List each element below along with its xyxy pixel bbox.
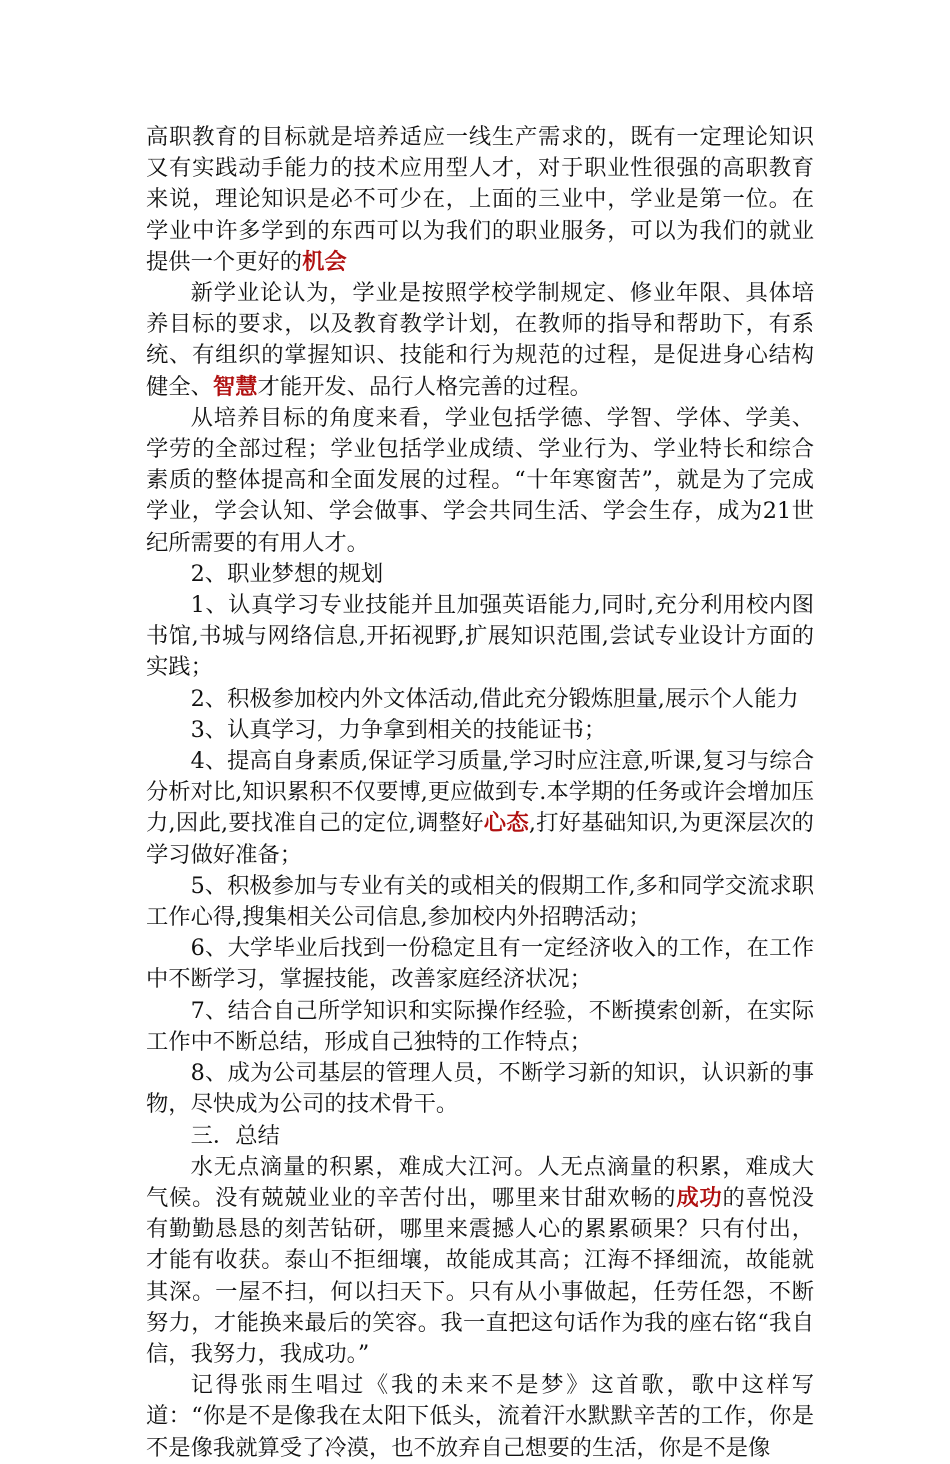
text-segment: 6、大学毕业后找到一份稳定且有一定经济收入的工作，在工作中不断学习，掌握技能，改善家庭经济状况； <box>146 935 814 993</box>
text-segment: 三．总结 <box>190 1122 280 1149</box>
paragraph <box>146 746 814 871</box>
paragraph <box>146 278 814 403</box>
paragraph <box>146 996 814 1058</box>
text-segment: 8、成为公司基层的管理人员，不断学习新的知识，认识新的事物，尽快成为公司的技术骨干。 <box>146 1060 814 1118</box>
text-segment: 4、提高自身素质,保证学习质量,学习时应注意,听课,复习与综合分析对比,知识累积不仅要博,更应做到专.本学期的任务或许会增加压力,因此,要找准自己的定位,调整好 <box>146 748 814 837</box>
paragraph <box>146 715 814 746</box>
paragraph <box>146 871 814 933</box>
text-segment: 2、职业梦想的规划 <box>190 560 384 587</box>
text-segment: 高职教育的目标就是培养适应一线生产需求的，既有一定理论知识又有实践动手能力的技术应用型人才，对于职业性很强的高职教育来说，理论知识是必不可少在，上面的三业中，学业是第一位。在学业中许多学到的东西可以为我们的职业服务，可以为我们的就业提供一个更好的 <box>146 124 814 275</box>
text-segment: 1、认真学习专业技能并且加强英语能力,同时,充分利用校内图书馆,书城与网络信息,开拓视野,扩展知识范围,尝试专业设计方面的实践； <box>146 592 814 681</box>
paragraph <box>146 1152 814 1370</box>
paragraph <box>146 590 814 684</box>
text-segment: 5、积极参加与专业有关的或相关的假期工作,多和同学交流求职工作心得,搜集相关公司信息,参加校内外招聘活动； <box>146 872 814 931</box>
keyword-link[interactable]: 心态 <box>483 810 529 837</box>
text-segment: 才能开发、品行人格完善的过程。 <box>257 373 592 400</box>
paragraph <box>146 1058 814 1120</box>
text-segment: 2、积极参加校内外文体活动,借此充分锻炼胆量,展示个人能力 <box>190 685 799 712</box>
keyword-link[interactable]: 智慧 <box>212 373 258 400</box>
text-segment: 新学业论认为，学业是按照学校学制规定、修业年限、具体培养目标的要求，以及教育教学计划，在教师的指导和帮助下，有系统、有组织的掌握知识、技能和行为规范的过程，是促进身心结构健全、 <box>146 280 814 400</box>
text-segment: 3、认真学习，力争拿到相关的技能证书； <box>190 716 607 743</box>
paragraph <box>146 684 814 715</box>
keyword-link[interactable]: 机会 <box>302 248 347 275</box>
text-segment: 记得张雨生唱过《我的未来不是梦》这首歌，歌中这样写道：“你是不是像我在太阳下低头，流着汗水默默辛苦的工作，你是不是像我就算受了冷漠，也不放弃自己想要的生活，你是不是像 <box>146 1372 814 1461</box>
text-segment: 7、结合自己所学知识和实际操作经验，不断摸索创新，在实际工作中不断总结，形成自己独特的工作特点； <box>146 997 814 1055</box>
paragraph <box>146 1370 814 1464</box>
paragraph <box>146 1121 814 1152</box>
paragraph <box>146 122 814 278</box>
paragraph <box>146 403 814 559</box>
keyword-link[interactable]: 成功 <box>676 1184 723 1211</box>
paragraph <box>146 559 814 590</box>
text-segment: 从培养目标的角度来看，学业包括学德、学智、学体、学美、学劳的全部过程；学业包括学业成绩、学业行为、学业特长和综合素质的整体提高和全面发展的过程。“十年寒窗苦”，就是为了完成学业，学会认知、学会做事、学会共同生活、学会生存，成为21世纪所需要的有用人才。 <box>146 404 814 556</box>
document-page <box>146 122 814 1464</box>
text-segment: 水无点滴量的积累，难成大江河。人无点滴量的积累，难成大气候。没有兢兢业业的辛苦付出，哪里来甘甜欢畅的 <box>146 1153 814 1211</box>
text-segment: ,打好基础知识,为更深层次的学习做好准备； <box>146 810 814 868</box>
text-segment: 的喜悦没有勤勤恳恳的刻苦钻研，哪里来震撼人心的累累硕果？只有付出，才能有收获。泰山不拒细壤，故能成其高；江海不择细流，故能就其深。一屋不扫，何以扫天下。只有从小事做起，任劳任怨，不断努力，才能换来最后的笑容。我一直把这句话作为我的座右铭“我自信，我努力，我成功。” <box>146 1184 814 1367</box>
paragraph <box>146 933 814 995</box>
